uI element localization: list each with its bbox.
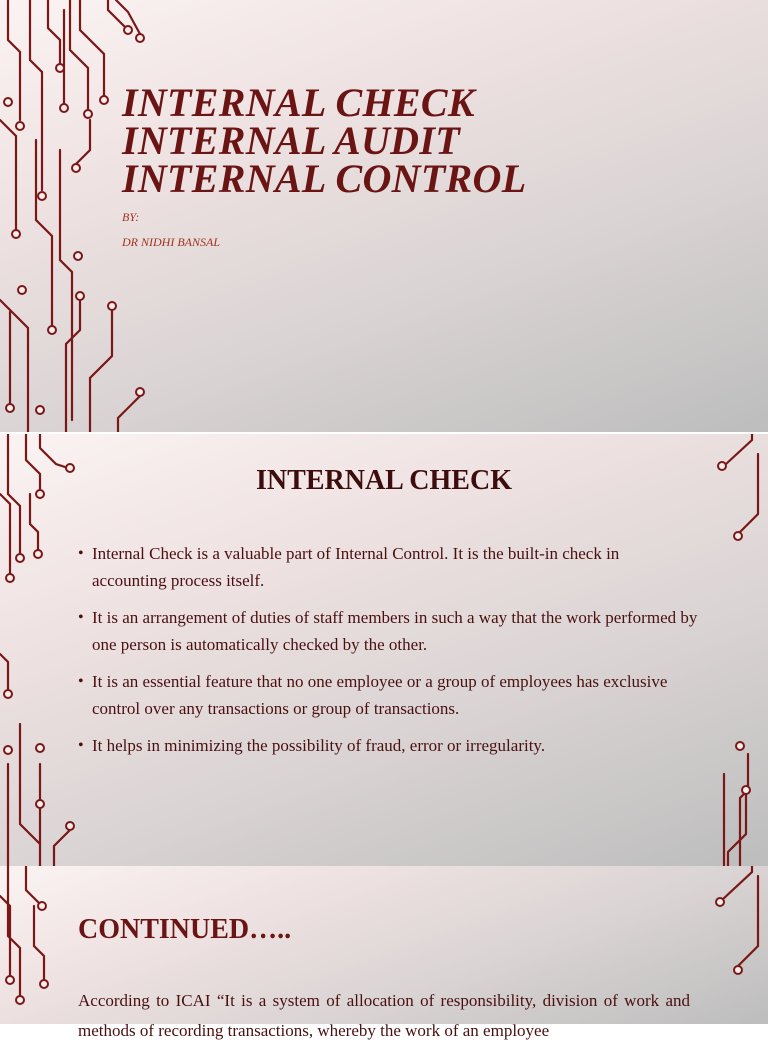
bullet-text: It helps in minimizing the possibility of fraud, error or irregularity. <box>92 736 546 755</box>
by-label: BY: <box>122 210 140 224</box>
slide3-body: According to ICAI “It is a system of allocation of responsibility, division of work and methods of recording transactions, whereby the work of an employee <box>78 991 690 1040</box>
slide2-heading: INTERNAL CHECK <box>256 465 512 496</box>
bullet-text: It is an essential feature that no one employee or a group of employees has exclusive control over any transactions or group of transactions. <box>92 672 668 718</box>
title-line-2: INTERNAL AUDIT <box>122 118 460 163</box>
slide3-heading: CONTINUED….. <box>78 914 292 945</box>
bullet-text: Internal Check is a valuable part of Internal Control. It is the built-in check in accounting process itself. <box>92 544 620 590</box>
title-line-3: INTERNAL CONTROL <box>122 156 527 201</box>
title-line-1: INTERNAL CHECK <box>122 80 475 125</box>
list-item <box>78 732 698 759</box>
bullet-dot: • <box>78 609 84 626</box>
list-item <box>78 604 698 658</box>
list-item <box>78 540 698 594</box>
bullet-text: It is an arrangement of duties of staff members in such a way that the work performed by one person is automatically checked by the other. <box>92 608 698 654</box>
title-block <box>122 80 527 250</box>
bullet-dot: • <box>78 673 84 690</box>
author-name: DR NIDHI BANSAL <box>122 235 220 249</box>
circuit-decoration-right-2 <box>698 434 768 866</box>
circuit-decoration-right-3 <box>698 866 768 1024</box>
bullet-dot: • <box>78 737 84 754</box>
bullet-list <box>78 540 698 769</box>
title-slide <box>0 0 768 432</box>
bullet-dot: • <box>78 545 84 562</box>
circuit-decoration-left-3 <box>0 866 80 1024</box>
circuit-decoration-left-2 <box>0 434 90 866</box>
list-item <box>78 668 698 722</box>
